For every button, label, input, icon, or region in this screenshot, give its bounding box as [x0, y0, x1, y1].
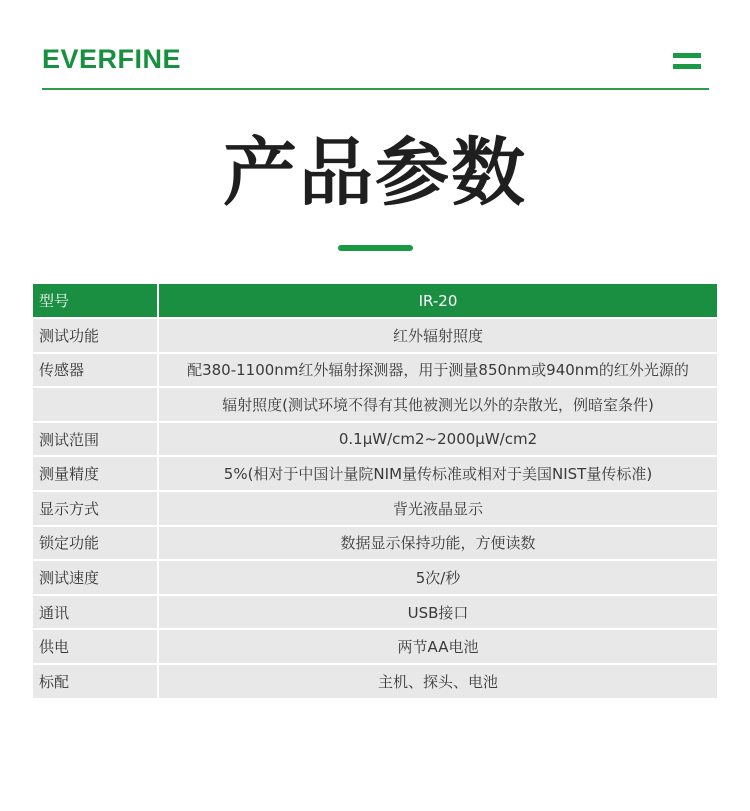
row-value: 两节AA电池: [159, 630, 717, 665]
row-value: 主机、探头、电池: [159, 665, 717, 700]
model-label: 型号: [33, 284, 159, 319]
row-value: 数据显示保持功能，方便读数: [159, 527, 717, 562]
table-row: [33, 354, 717, 389]
table-row: [33, 492, 717, 527]
brand-logo[interactable]: EVERFINE: [42, 44, 182, 74]
table-row: [33, 527, 717, 562]
row-label: 测试范围: [33, 423, 159, 458]
row-value: 5%(相对于中国计量院NIM量传标准或相对于美国NIST量传标准): [159, 457, 717, 492]
row-value: USB接口: [159, 596, 717, 631]
row-label: 传感器: [33, 354, 159, 389]
table-header-row: [33, 284, 717, 319]
table-row: [33, 319, 717, 354]
table-row: [33, 665, 717, 700]
menu-bar-top: [673, 53, 701, 58]
table-row: [33, 630, 717, 665]
row-value: 红外辐射照度: [159, 319, 717, 354]
page-title: 产品参数: [223, 130, 527, 216]
row-label: 测试速度: [33, 561, 159, 596]
row-label: [33, 388, 159, 423]
row-label: 通讯: [33, 596, 159, 631]
row-value: 配380-1100nm红外辐射探测器，用于测量850nm或940nm的红外光源的: [159, 354, 717, 389]
row-value: 背光液晶显示: [159, 492, 717, 527]
row-label: 测试功能: [33, 319, 159, 354]
row-label: 测量精度: [33, 457, 159, 492]
row-label: 标配: [33, 665, 159, 700]
row-label: 供电: [33, 630, 159, 665]
table-row: [33, 596, 717, 631]
menu-bar-bottom: [673, 64, 701, 69]
row-label: 显示方式: [33, 492, 159, 527]
row-value: 0.1μW/cm2~2000μW/cm2: [159, 423, 717, 458]
table-row: [33, 561, 717, 596]
row-label: 锁定功能: [33, 527, 159, 562]
table-row: [33, 423, 717, 458]
table-row: [33, 457, 717, 492]
hamburger-menu-icon[interactable]: [673, 53, 701, 69]
header: [42, 38, 709, 90]
row-value: 辐射照度(测试环境不得有其他被测光以外的杂散光，例暗室条件): [159, 388, 717, 423]
row-value: 5次/秒: [159, 561, 717, 596]
specs-table: [33, 284, 717, 700]
model-value: IR-20: [159, 284, 717, 319]
title-underline: [338, 245, 413, 251]
table-row: [33, 388, 717, 423]
